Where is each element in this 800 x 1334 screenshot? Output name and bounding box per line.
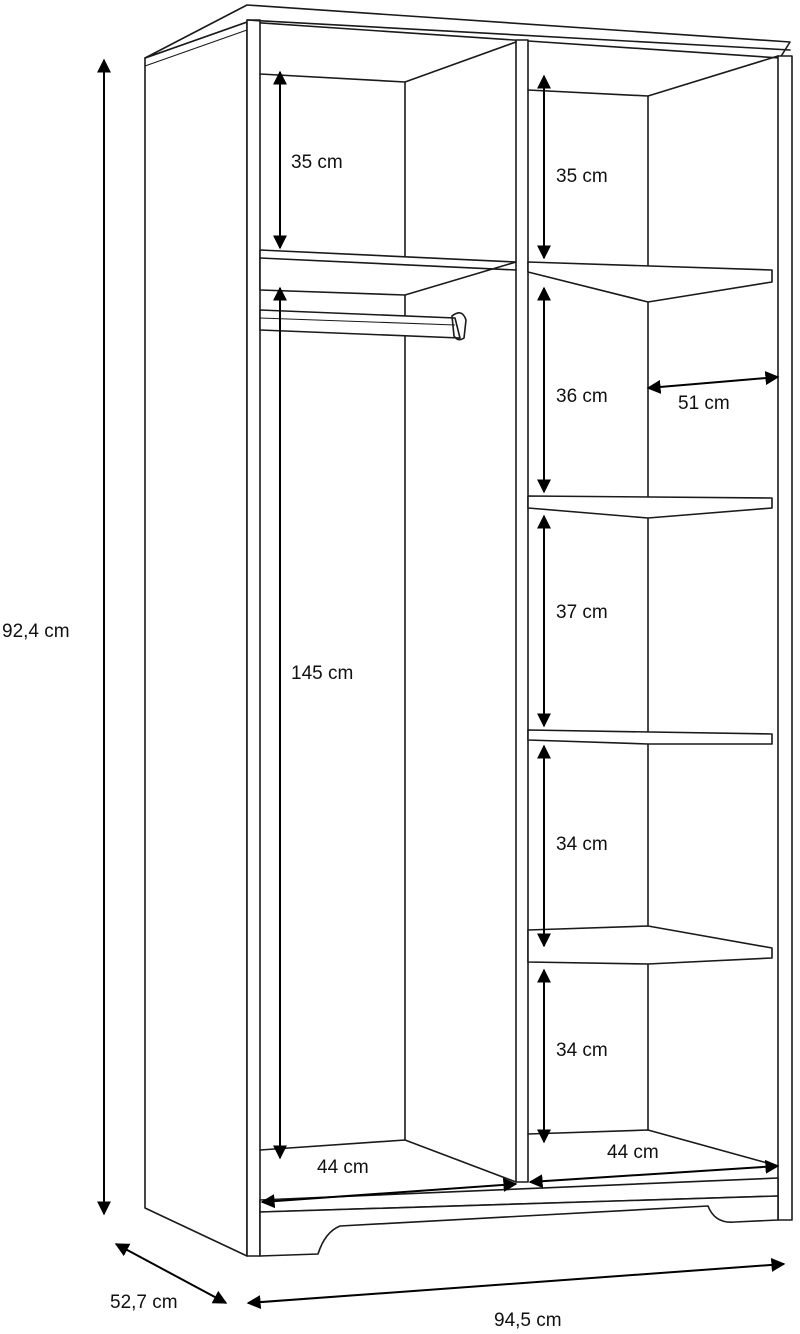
left-hanging-label: 145 cm [291, 663, 354, 684]
right-shelf-1 [528, 262, 772, 302]
right-shelf-4-label: 34 cm [556, 834, 608, 855]
overall-width-arrow [248, 1264, 784, 1303]
right-inner-width-label: 44 cm [607, 1142, 659, 1163]
middle-divider [516, 40, 528, 1182]
hanging-rail [260, 310, 466, 340]
right-side-panel [778, 56, 792, 1220]
overall-height-label: 92,4 cm [2, 621, 70, 642]
overall-width-label: 94,5 cm [494, 1310, 562, 1331]
left-inner-width-label: 44 cm [317, 1157, 369, 1178]
right-shelf-4 [528, 926, 772, 964]
right-shelf-2 [528, 496, 772, 518]
left-top-shelf-label: 35 cm [291, 152, 343, 173]
left-top-shelf [260, 250, 516, 295]
left-side-panel [145, 22, 247, 1256]
inner-depth-arrow [648, 377, 778, 388]
right-shelf-3 [528, 730, 772, 744]
inner-depth-label: 51 cm [678, 393, 730, 414]
right-shelf-5-label: 34 cm [556, 1040, 608, 1061]
right-shelf-1-label: 35 cm [556, 166, 608, 187]
right-shelf-2-label: 36 cm [556, 386, 608, 407]
wardrobe-body [145, 5, 792, 1256]
overall-depth-label: 52,7 cm [110, 1292, 178, 1313]
front-left-stile [247, 20, 260, 1256]
right-shelf-3-label: 37 cm [556, 602, 608, 623]
